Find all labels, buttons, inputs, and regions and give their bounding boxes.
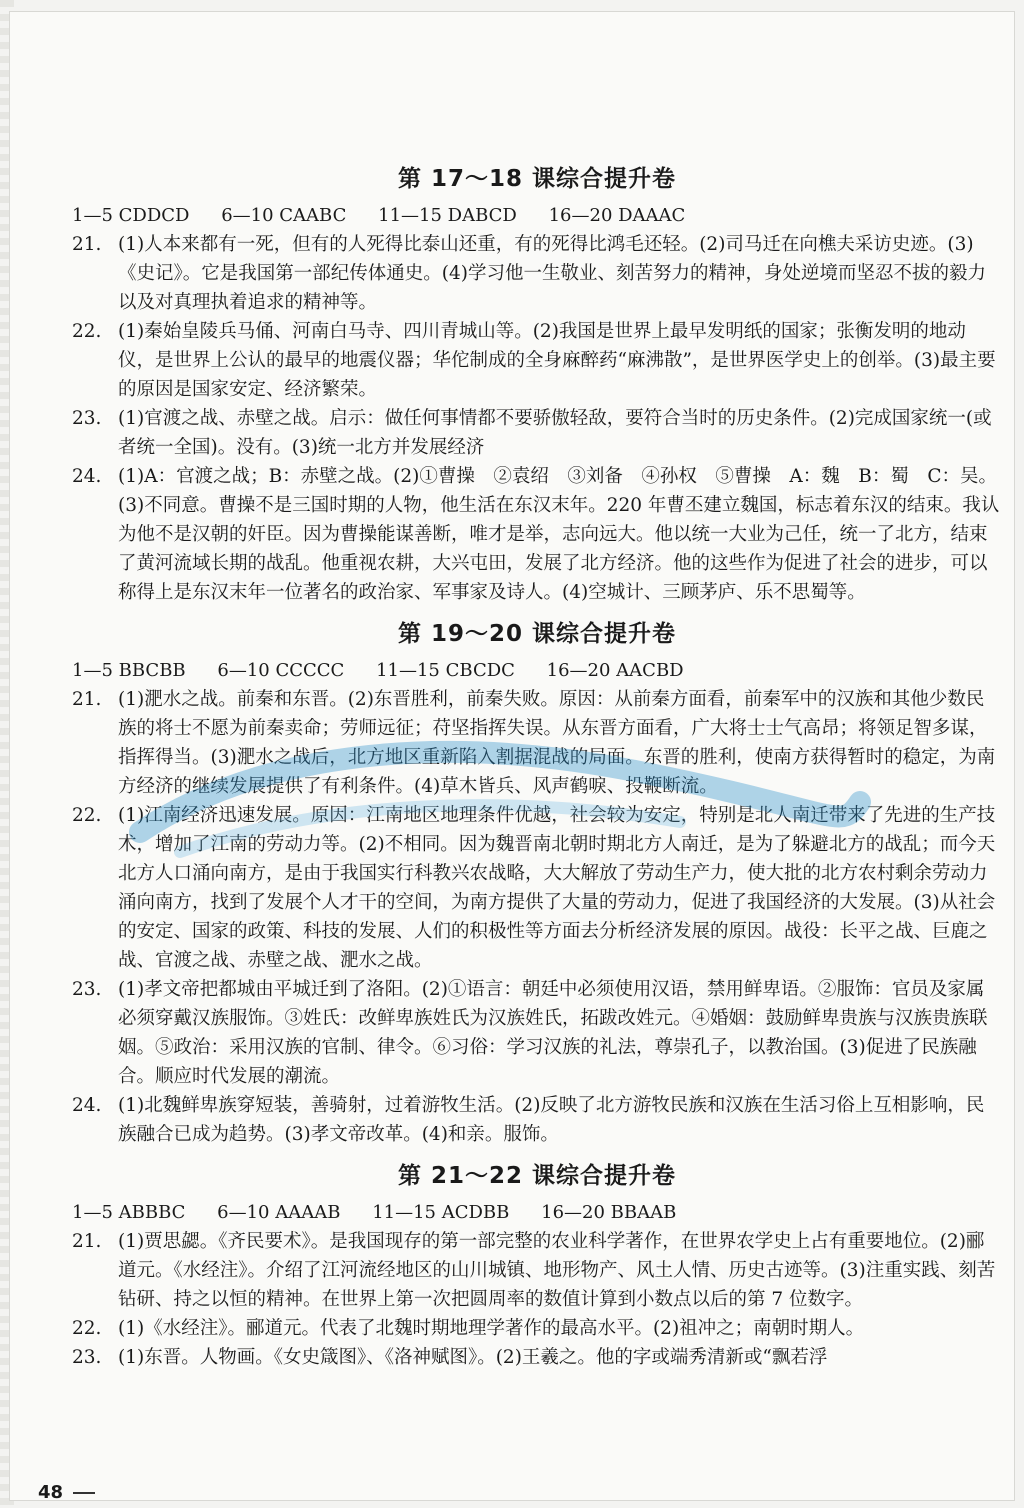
question-number: 22.	[72, 321, 102, 342]
answer-text: (1)东晋。人物画。《女史箴图》、《洛神赋图》。(2)王羲之。他的字或端秀清新或“飘若浮	[118, 1347, 828, 1368]
answer-text: (1)江南经济迅速发展。原因：江南地区地理条件优越，社会较为安定，特别是北人南迁带来了先进的生产技术，增加了江南的劳动力等。(2)不相同。因为魏晋南北朝时期北方人南迁，是为了躲避北方的战乱；而今天北方人口涌向南方，是由于我国实行科教兴农战略，大大解放了劳动生产力，使大批的北方农村剩余劳动力涌向南方，找到了发展个人才干的空间，为南方提供了大量的劳动力，促进了我国经济的大发展。(3)从社会的安定、国家的政策、科技的发展、人们的积极性等方面去分析经济发展的原因。战役：长平之战、巨鹿之战、官渡之战、赤壁之战、淝水之战。	[118, 805, 996, 971]
question-number: 23.	[72, 979, 102, 1000]
question-answer	[72, 404, 1002, 462]
answer-group: 11—15 ACDBB	[372, 1202, 510, 1223]
answer-group: 16—20 DAAAC	[548, 205, 686, 226]
answer-text: (1)《水经注》。郦道元。代表了北魏时期地理学著作的最高水平。(2)祖冲之；南朝时期人。	[118, 1318, 865, 1339]
question-answer	[72, 801, 1002, 975]
question-answer	[72, 462, 1007, 607]
section-17-18	[72, 162, 1007, 607]
answer-group: 1—5 BBCBB	[72, 660, 186, 681]
answer-group: 11—15 DABCD	[378, 205, 517, 226]
answer-text: (1)人本来都有一死，但有的人死得比泰山还重，有的死得比鸿毛还轻。(2)司马迁在向樵夫采访史迹。(3)《史记》。它是我国第一部纪传体通史。(4)学习他一生敬业、刻苦努力的精神，身处逆境而坚忍不拔的毅力以及对真理执着追求的精神等。	[118, 234, 986, 313]
answer-text: (1)淝水之战。前秦和东晋。(2)东晋胜利，前秦失败。原因：从前秦方面看，前秦军中的汉族和其他少数民族的将士不愿为前秦卖命；劳师远征；苻坚指挥失误。从东晋方面看，广大将士士气高昂；将领足智多谋，指挥得当。(3)淝水之战后，北方地区重新陷入割据混战的局面。东晋的胜利，使南方获得暂时的稳定，为南方经济的继续发展提供了有利条件。(4)草木皆兵、风声鹤唳、投鞭断流。	[118, 689, 996, 797]
question-answer	[72, 1314, 1002, 1343]
question-number: 24.	[72, 1095, 102, 1116]
answer-group: 16—20 AACBD	[546, 660, 684, 681]
section-title: 第 17～18 课综合提升卷	[397, 166, 677, 192]
choice-answers	[72, 1199, 1002, 1227]
question-number: 22.	[72, 805, 102, 826]
answer-group: 6—10 CAABC	[221, 205, 347, 226]
answer-group: 11—15 CBCDC	[376, 660, 515, 681]
question-answer	[72, 230, 1002, 317]
answer-text: (1)贾思勰。《齐民要术》。是我国现存的第一部完整的农业科学著作，在世界农学史上占有重要地位。(2)郦道元。《水经注》。介绍了江河流经地区的山川城镇、地形物产、风土人情、历史古迹等。(3)注重实践、刻苦钻研、持之以恒的精神。在世界上第一次把圆周率的数值计算到小数点以后的第 7 位数字。	[118, 1231, 996, 1310]
question-answer	[72, 1227, 1002, 1314]
question-answer	[72, 1091, 1002, 1149]
document-page	[10, 12, 1014, 1503]
answer-text: (1)孝文帝把都城由平城迁到了洛阳。(2)①语言：朝廷中必须使用汉语，禁用鲜卑语。②服饰：官员及家属必须穿戴汉族服饰。③姓氏：改鲜卑族姓氏为汉族姓氏，拓跋改姓元。④婚姻：鼓励鲜卑贵族与汉族贵族联姻。⑤政治：采用汉族的官制、律令。⑥习俗：学习汉族的礼法，尊崇孔子，以教治国。(3)促进了民族融合。顺应时代发展的潮流。	[118, 979, 988, 1087]
answer-group: 6—10 AAAAB	[217, 1202, 341, 1223]
question-answer	[72, 685, 1002, 801]
question-number: 23.	[72, 1347, 102, 1368]
section-title: 第 19～20 课综合提升卷	[397, 621, 677, 647]
answer-group: 16—20 BBAAB	[541, 1202, 677, 1223]
page-content	[72, 152, 1007, 1372]
answer-text: (1)官渡之战、赤壁之战。启示：做任何事情都不要骄傲轻敌，要符合当时的历史条件。(2)完成国家统一(或者统一全国)。没有。(3)统一北方并发展经济	[118, 408, 992, 458]
choice-answers	[72, 657, 1002, 685]
question-answer	[72, 975, 1002, 1091]
question-number: 23.	[72, 408, 102, 429]
answer-group: 1—5 CDDCD	[72, 205, 190, 226]
answer-text: (1)A：官渡之战；B：赤壁之战。(2)①曹操 ②袁绍 ③刘备 ④孙权 ⑤曹操 A：魏 B：蜀 C：吴。 (3)不同意。曹操不是三国时期的人物，他生活在东汉末年。220 年曹丕建立魏国，标志着东汉的结束。我认为他不是汉朝的奸臣。因为曹操能谋善断，唯才是举，志向远大。他以统一大业为己任，统一了北方，结束了黄河流域长期的战乱。他重视农耕，大兴屯田，发展了北方经济。他的这些作为促进了社会的进步，可以称得上是东汉末年一位著名的政治家、军事家及诗人。(4)空城计、三顾茅庐、乐不思蜀等。	[118, 466, 1007, 603]
answer-group: 1—5 ABBBC	[72, 1202, 186, 1223]
page-number: 48	[38, 1482, 95, 1503]
choice-answers	[72, 202, 1002, 230]
section-title: 第 21～22 课综合提升卷	[397, 1163, 677, 1189]
answer-text: (1)秦始皇陵兵马俑、河南白马寺、四川青城山等。(2)我国是世界上最早发明纸的国家；张衡发明的地动仪，是世界上公认的最早的地震仪器；华佗制成的全身麻醉药“麻沸散”，是世界医学史上的创举。(3)最主要的原因是国家安定、经济繁荣。	[118, 321, 996, 400]
question-number: 21.	[72, 689, 102, 710]
question-number: 21.	[72, 234, 102, 255]
answer-group: 6—10 CCCCC	[217, 660, 345, 681]
question-answer	[72, 1343, 1002, 1372]
answer-text: (1)北魏鲜卑族穿短装，善骑射，过着游牧生活。(2)反映了北方游牧民族和汉族在生活习俗上互相影响，民族融合已成为趋势。(3)孝文帝改革。(4)和亲。服饰。	[118, 1095, 985, 1145]
question-number: 24.	[72, 466, 102, 487]
question-answer	[72, 317, 1002, 404]
section-21-22	[72, 1159, 1002, 1372]
section-19-20	[72, 617, 1002, 1149]
question-number: 21.	[72, 1231, 102, 1252]
question-number: 22.	[72, 1318, 102, 1339]
